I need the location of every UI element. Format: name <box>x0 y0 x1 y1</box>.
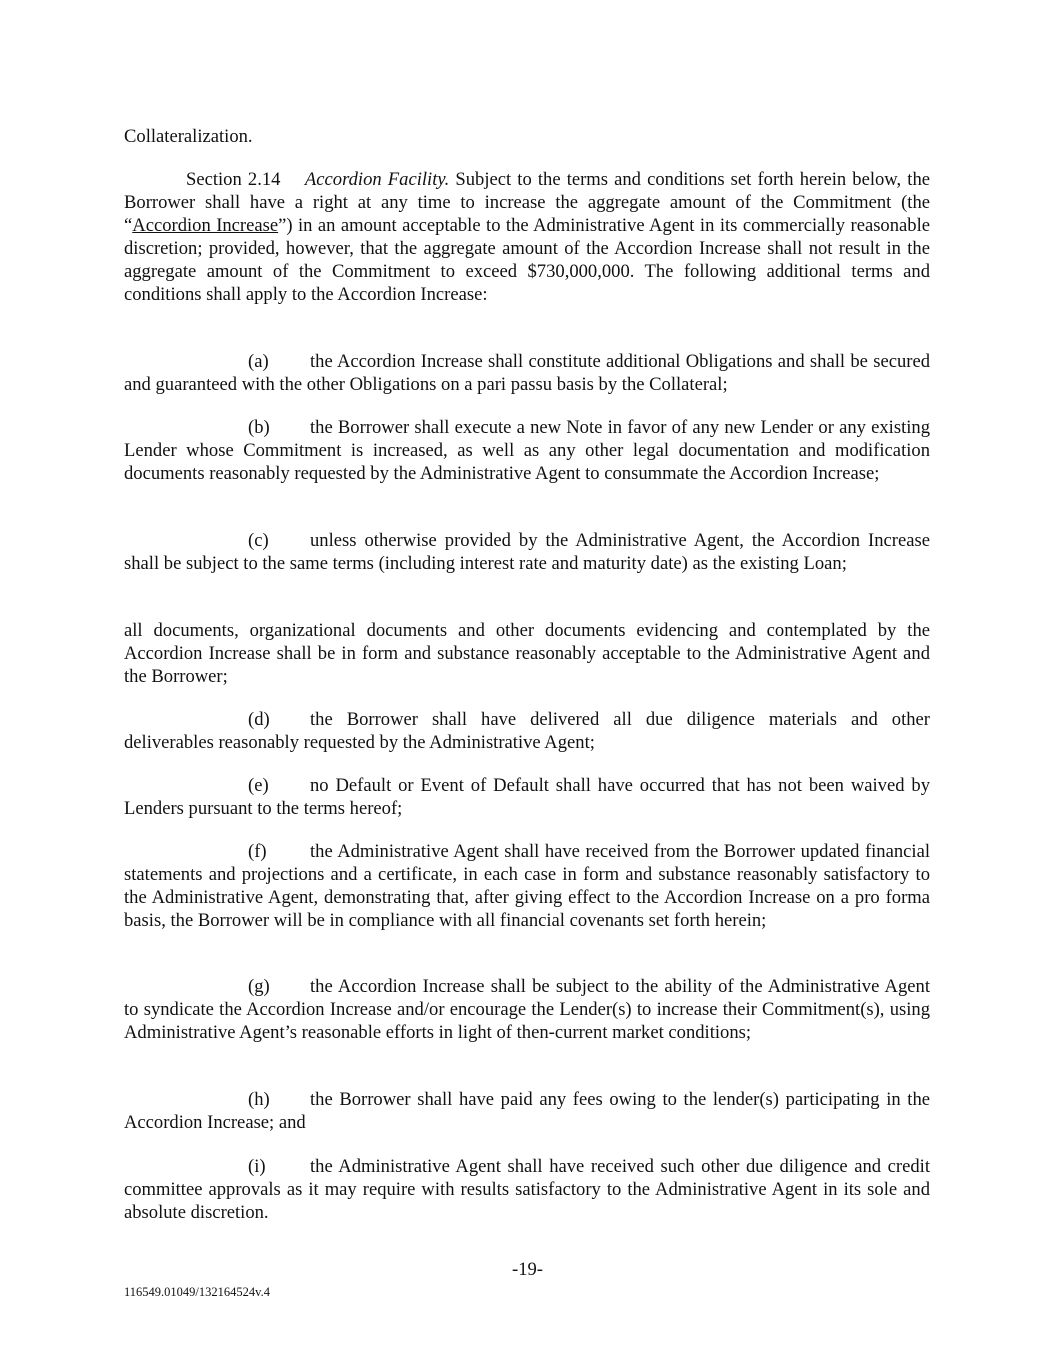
list-item-c <box>124 529 930 575</box>
list-item-i <box>124 1155 930 1224</box>
item-text: the Accordion Increase shall be subject to the ability of the Administrative Agent to syndicate the Accordion Increase and/or encourage the Lender(s) to increase their Commitment(s), using Administrative Agent’s reasonable efforts in light of then-current market conditions; <box>124 976 930 1043</box>
item-text: all documents, organizational documents and other documents evidencing and contemplated by the Accordion Increase shall be in form and substance reasonably acceptable to the Administrative Agent and the Borrower; <box>124 620 930 687</box>
defined-term-accordion-increase: Accordion Increase <box>132 215 279 236</box>
item-label: (i) <box>248 1156 266 1177</box>
list-item-b <box>124 416 930 485</box>
item-label: (c) <box>248 530 269 551</box>
item-text: unless otherwise provided by the Administrative Agent, the Accordion Increase shall be subject to the same terms (including interest rate and maturity date) as the existing Loan; <box>124 530 930 574</box>
item-label: (d) <box>248 709 270 730</box>
item-label: (f) <box>248 841 267 862</box>
item-text: the Accordion Increase shall constitute additional Obligations and shall be secured and guaranteed with the other Obligations on a pari passu basis by the Collateral; <box>124 351 930 395</box>
item-text: the Administrative Agent shall have received from the Borrower updated financial statements and projections and a certificate, in each case in form and substance reasonably satisfactory to the Administrative Agent, demonstrating that, after giving effect to the Accordion Increase on a pro forma basis, the Borrower will be in compliance with all financial covenants set forth herein; <box>124 841 930 931</box>
item-label: (b) <box>248 417 270 438</box>
section-title: Accordion Facility. <box>304 169 450 190</box>
item-label: (h) <box>248 1089 270 1110</box>
item-text: the Borrower shall have delivered all due diligence materials and other deliverables reasonably requested by the Administrative Agent; <box>124 709 930 753</box>
document-id: 116549.01049/132164524v.4 <box>124 1285 270 1299</box>
section-number: Section 2.14 <box>186 169 281 190</box>
item-label: (a) <box>248 351 269 372</box>
list-item-h <box>124 1088 930 1134</box>
list-item-a <box>124 350 930 396</box>
list-item-g <box>124 975 930 1044</box>
section-text-1: Subject to the terms and conditions set forth herein below, the Borrower shall have a right at any time to increase the aggregate amount of the Commitment (the “ <box>124 169 931 236</box>
item-text: the Administrative Agent shall have received such other due diligence and credit committee approvals as it may require with results satisfactory to the Administrative Agent in its sole and absolute discretion. <box>124 1156 930 1223</box>
section-2-14-paragraph <box>124 168 930 306</box>
list-item-f <box>124 840 930 932</box>
item-text: the Borrower shall execute a new Note in favor of any new Lender or any existing Lender whose Commitment is increased, as well as any other legal documentation and modification documents reasonably requested by the Administrative Agent to consummate the Accordion Increase; <box>124 417 930 484</box>
item-text: the Borrower shall have paid any fees owing to the lender(s) participating in the Accordion Increase; and <box>124 1089 930 1133</box>
item-label: (e) <box>248 775 269 796</box>
item-text: no Default or Event of Default shall have occurred that has not been waived by Lenders pursuant to the terms hereof; <box>124 775 930 819</box>
lead-fragment: Collateralization. <box>124 126 253 147</box>
list-item-unlabeled <box>124 619 930 688</box>
list-item-d <box>124 708 930 754</box>
list-item-e <box>124 774 930 820</box>
section-text-2: ”) in an amount acceptable to the Administrative Agent in its commercially reasonable discretion; provided, however, that the aggregate amount of the Accordion Increase shall not result in the aggregate amount of the Commitment to exceed $730,000,000. The following additional terms and conditions shall apply to the Accordion Increase: <box>124 215 930 305</box>
item-label: (g) <box>248 976 270 997</box>
page-number: -19- <box>512 1259 543 1280</box>
